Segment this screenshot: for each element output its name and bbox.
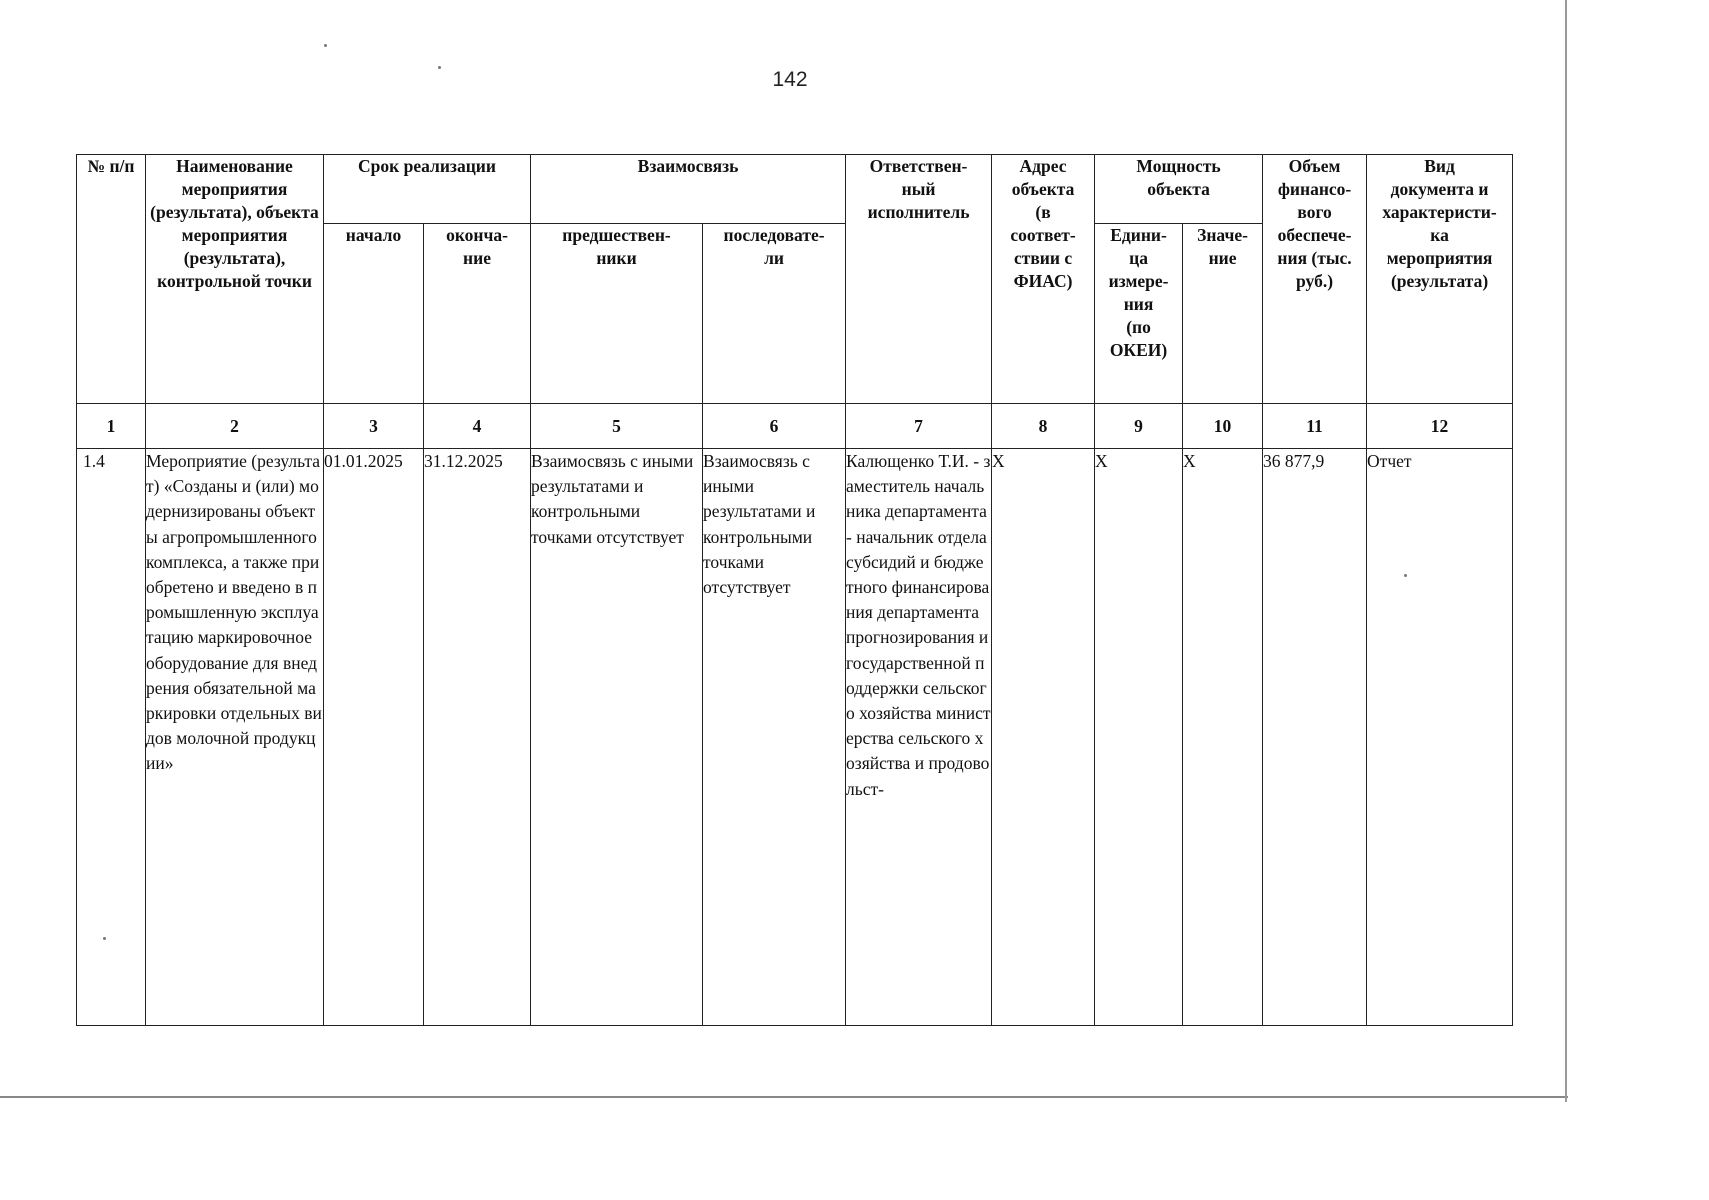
row-end-date: 31.12.2025: [424, 449, 531, 1026]
row-funding: 36 877,9: [1263, 449, 1367, 1026]
column-number: 9: [1095, 404, 1183, 449]
row-document: Отчет: [1367, 449, 1513, 1026]
column-number: 1: [77, 404, 146, 449]
header-capacity-group: Мощность объекта: [1095, 155, 1263, 224]
header-term-start: начало: [324, 224, 424, 404]
column-number: 2: [146, 404, 324, 449]
scan-speck: [103, 937, 106, 940]
page-number: 142: [772, 68, 808, 91]
column-number: 4: [424, 404, 531, 449]
scan-edge-right: [1565, 0, 1567, 1102]
header-row-top: [77, 155, 1513, 224]
column-number: 11: [1263, 404, 1367, 449]
header-name: Наименование мероприятия (результата), объекта мероприятия (результата), контрольной точки: [146, 155, 324, 404]
column-number: 3: [324, 404, 424, 449]
header-number: № п/п: [77, 155, 146, 404]
row-id: 1.4: [77, 449, 146, 1026]
header-term-group: Срок реализации: [324, 155, 531, 224]
plan-table: [76, 154, 1513, 1026]
column-number: 10: [1183, 404, 1263, 449]
column-number-row: [77, 404, 1513, 449]
scan-speck: [324, 44, 327, 47]
table-row: [77, 449, 1513, 1026]
header-capacity-unit: Едини- ца измере- ния (по ОКЕИ): [1095, 224, 1183, 404]
header-term-end: оконча- ние: [424, 224, 531, 404]
column-number: 7: [846, 404, 992, 449]
header-relation-prev: предшествен- ники: [531, 224, 703, 404]
column-number: 6: [703, 404, 846, 449]
row-start-date: 01.01.2025: [324, 449, 424, 1026]
header-funding: Объем финансо- вого обеспече- ния (тыс. руб.): [1263, 155, 1367, 404]
header-responsible: Ответствен- ный исполнитель: [846, 155, 992, 404]
row-name: Мероприятие (результат) «Созданы и (или) модернизированы объекты агропромышленного комплекса, а также приобретено и введено в промышленную эксплуатацию маркировочное оборудование для внедрения обязательной маркировки отдельных видов молочной продукции»: [146, 449, 324, 1026]
scan-speck: [1404, 574, 1407, 577]
header-address: Адрес объекта (в соответ- ствии с ФИАС): [992, 155, 1095, 404]
column-number: 8: [992, 404, 1095, 449]
column-number: 5: [531, 404, 703, 449]
scan-edge-bottom: [0, 1096, 1568, 1098]
row-predecessors: Взаимосвязь с иными результатами и контрольными точками отсутствует: [531, 449, 703, 1026]
header-capacity-value: Значе- ние: [1183, 224, 1263, 404]
row-address: Х: [992, 449, 1095, 1026]
column-number: 12: [1367, 404, 1513, 449]
row-unit: Х: [1095, 449, 1183, 1026]
header-relation-group: Взаимосвязь: [531, 155, 846, 224]
header-document: Вид документа и характеристи- ка мероприятия (результата): [1367, 155, 1513, 404]
row-value: Х: [1183, 449, 1263, 1026]
row-responsible: Калющенко Т.И. - заместитель начальника департамента - начальник отдела субсидий и бюджетного финансирования департамента прогнозирования и государственной поддержки сельского хозяйства министерства сельского хозяйства и продовольст-: [846, 449, 992, 1026]
header-relation-next: последовате- ли: [703, 224, 846, 404]
scan-speck: [438, 66, 441, 69]
row-successors: Взаимосвязь с иными результатами и контрольными точками отсутствует: [703, 449, 846, 1026]
